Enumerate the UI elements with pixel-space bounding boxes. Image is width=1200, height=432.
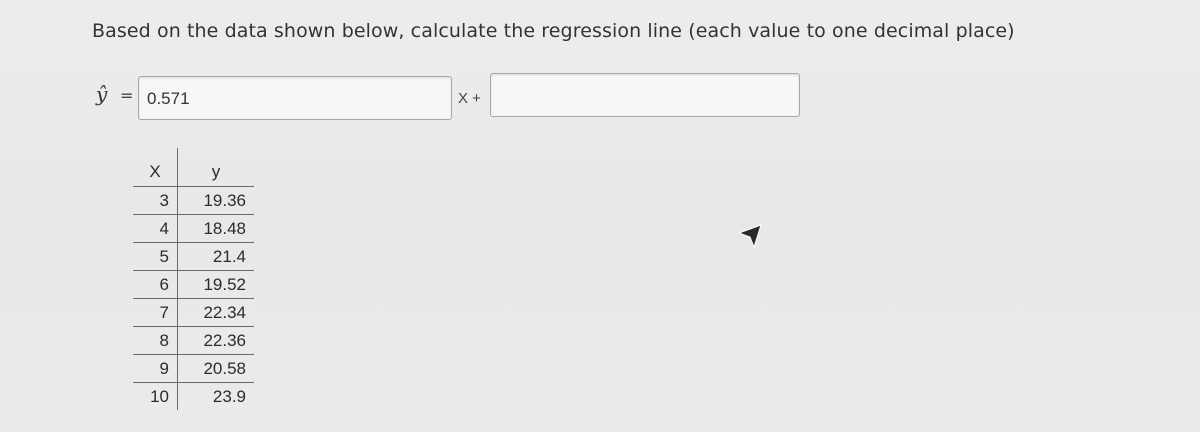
table-row bbox=[133, 355, 254, 383]
y-cell: 21.4 bbox=[178, 243, 255, 271]
x-cell: 7 bbox=[133, 299, 178, 327]
table-row bbox=[133, 187, 254, 215]
x-plus-label: X + bbox=[458, 90, 481, 107]
x-cell: 5 bbox=[133, 243, 178, 271]
y-cell: 22.34 bbox=[178, 299, 255, 327]
y-cell: 23.9 bbox=[178, 383, 255, 411]
table-row bbox=[133, 383, 254, 411]
yhat-symbol: ŷ bbox=[96, 82, 108, 106]
data-table bbox=[133, 148, 254, 410]
table-row bbox=[133, 271, 254, 299]
table-row bbox=[133, 327, 254, 355]
question-text: Based on the data shown below, calculate the regression line (each value to one decimal place) bbox=[92, 20, 1015, 42]
column-header-x: X bbox=[133, 148, 178, 187]
x-cell: 6 bbox=[133, 271, 178, 299]
x-cell: 8 bbox=[133, 327, 178, 355]
table-row bbox=[133, 215, 254, 243]
column-header-y: y bbox=[211, 162, 221, 181]
regression-equation bbox=[96, 76, 816, 120]
y-cell: 20.58 bbox=[178, 355, 255, 383]
x-cell: 10 bbox=[133, 383, 178, 411]
y-cell: 19.52 bbox=[178, 271, 255, 299]
table-row bbox=[133, 299, 254, 327]
y-cell: 22.36 bbox=[178, 327, 255, 355]
intercept-input[interactable] bbox=[490, 73, 800, 117]
equals-sign: = bbox=[120, 86, 134, 105]
y-cell: 19.36 bbox=[178, 187, 255, 215]
y-cell: 18.48 bbox=[178, 215, 255, 243]
table-row bbox=[133, 243, 254, 271]
x-cell: 3 bbox=[133, 187, 178, 215]
table-header-row bbox=[133, 148, 254, 187]
mouse-pointer-icon bbox=[737, 223, 763, 249]
x-cell: 9 bbox=[133, 355, 178, 383]
slope-input[interactable]: 0.571 bbox=[138, 76, 452, 120]
x-cell: 4 bbox=[133, 215, 178, 243]
